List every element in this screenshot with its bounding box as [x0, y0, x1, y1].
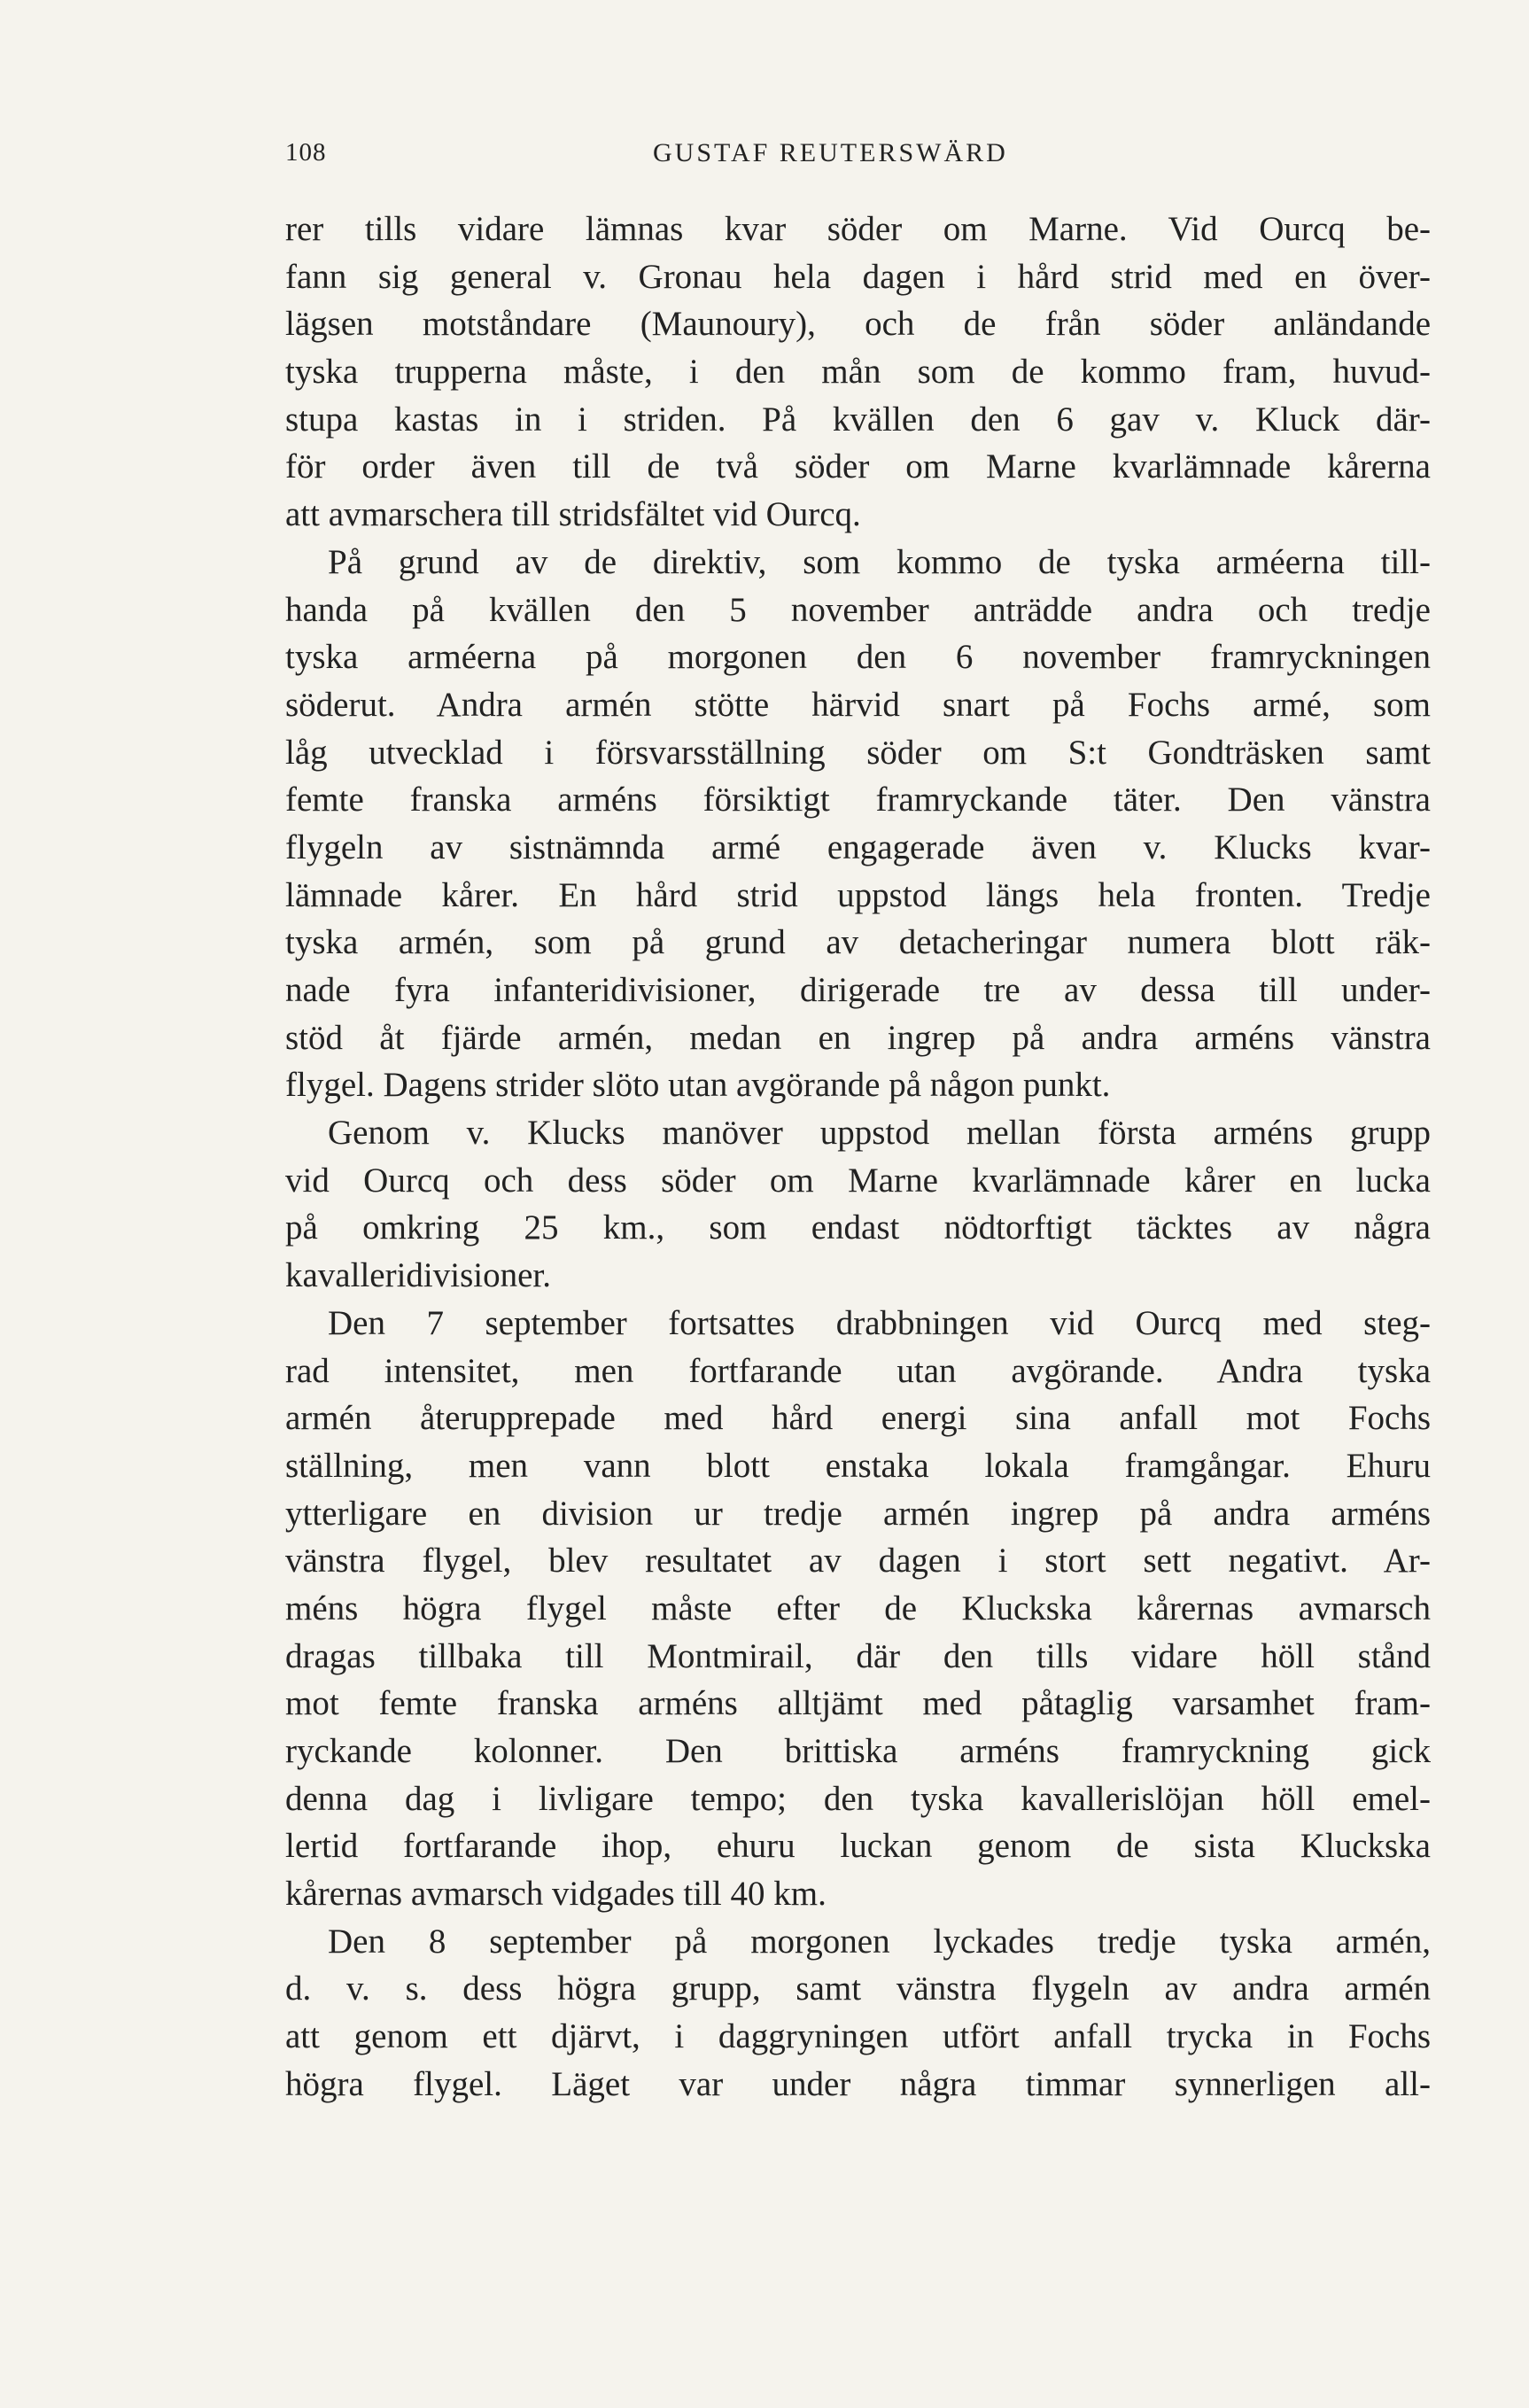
- text-line: att genom ett djärvt, i daggryningen utfört anfall trycka in Fochs: [285, 2017, 1431, 2056]
- text-line: På grund av de direktiv, som kommo de tyska arméerna till-: [328, 542, 1431, 581]
- text-line: femte franska arméns försiktigt framryckande täter. Den vänstra: [285, 781, 1431, 819]
- text-line: stupa kastas in i striden. På kvällen den 6 gav v. Kluck där-: [285, 400, 1431, 439]
- text-line: tyska trupperna måste, i den mån som de kommo fram, huvud-: [285, 353, 1431, 392]
- text-line: på omkring 25 km., som endast nödtorftigt täcktes av några: [285, 1208, 1431, 1247]
- text-line: tyska armén, som på grund av detacheringar numera blott räk-: [285, 923, 1431, 962]
- text-line: nade fyra infanteridivisioner, dirigerade tre av dessa till under-: [285, 971, 1431, 1009]
- text-line: rer tills vidare lämnas kvar söder om Marne. Vid Ourcq be-: [285, 210, 1431, 248]
- running-title: GUSTAF REUTERSWÄRD: [653, 138, 1008, 167]
- text-line: Genom v. Klucks manöver uppstod mellan första arméns grupp: [328, 1114, 1431, 1153]
- text-line: dragas tillbaka till Montmirail, där den tills vidare höll stånd: [285, 1636, 1431, 1675]
- text-line: Den 8 september på morgonen lyckades tredje tyska armén,: [328, 1922, 1431, 1961]
- text-line: armén återupprepade med hård energi sina anfall mot Fochs: [285, 1399, 1431, 1438]
- text-line: vid Ourcq och dess söder om Marne kvarlämnade kårer en lucka: [285, 1161, 1431, 1200]
- text-line: tyska arméerna på morgonen den 6 november framryckningen: [285, 638, 1431, 677]
- text-line: méns högra flygel måste efter de Kluckska kårernas avmarsch: [285, 1589, 1431, 1627]
- page-number: 108: [285, 138, 327, 167]
- text-line: denna dag i livligare tempo; den tyska kavallerislöjan höll emel-: [285, 1779, 1431, 1818]
- page-header: [285, 138, 1437, 181]
- text-line: låg utvecklad i försvarsställning söder om S:t Gondträsken samt: [285, 733, 1431, 772]
- text-line: fann sig general v. Gronau hela dagen i hård strid med en över-: [285, 257, 1431, 296]
- text-line: mot femte franska arméns alltjämt med påtaglig varsamhet fram-: [285, 1684, 1431, 1723]
- text-line: lertid fortfarande ihop, ehuru luckan genom de sista Kluckska: [285, 1827, 1431, 1866]
- text-line: söderut. Andra armén stötte härvid snart på Fochs armé, som: [285, 685, 1431, 724]
- text-line: att avmarschera till stridsfältet vid Ourcq.: [285, 495, 861, 534]
- text-line: stöd åt fjärde armén, medan en ingrep på andra arméns vänstra: [285, 1018, 1431, 1057]
- text-line: högra flygel. Läget var under några timmar synnerligen all-: [285, 2064, 1431, 2103]
- text-line: kårernas avmarsch vidgades till 40 km.: [285, 1875, 827, 1914]
- text-line: vänstra flygel, blev resultatet av dagen i stort sett negativt. Ar-: [285, 1542, 1431, 1581]
- text-line: ställning, men vann blott enstaka lokala framgångar. Ehuru: [285, 1446, 1431, 1485]
- text-line: d. v. s. dess högra grupp, samt vänstra flygeln av andra armén: [285, 1969, 1431, 2008]
- text-line: för order även till de två söder om Marne kvarlämnade kårerna: [285, 447, 1431, 486]
- text-line: rad intensitet, men fortfarande utan avgörande. Andra tyska: [285, 1351, 1431, 1390]
- text-line: ytterligare en division ur tredje armén ingrep på andra arméns: [285, 1494, 1431, 1533]
- text-line: kavalleridivisioner.: [285, 1256, 552, 1295]
- body-text: [285, 206, 1431, 2109]
- text-line: flygeln av sistnämnda armé engagerade även v. Klucks kvar-: [285, 827, 1431, 866]
- text-line: handa på kvällen den 5 november anträdde andra och tredje: [285, 590, 1431, 629]
- text-line: lämnade kårer. En hård strid uppstod längs hela fronten. Tredje: [285, 875, 1431, 914]
- text-line: ryckande kolonner. Den brittiska arméns framryckning gick: [285, 1732, 1431, 1770]
- text-line: flygel. Dagens strider slöto utan avgörande på någon punkt.: [285, 1066, 1111, 1105]
- text-line: Den 7 september fortsattes drabbningen vid Ourcq med steg-: [328, 1303, 1431, 1342]
- text-line: lägsen motståndare (Maunoury), och de från söder anländande: [285, 305, 1431, 344]
